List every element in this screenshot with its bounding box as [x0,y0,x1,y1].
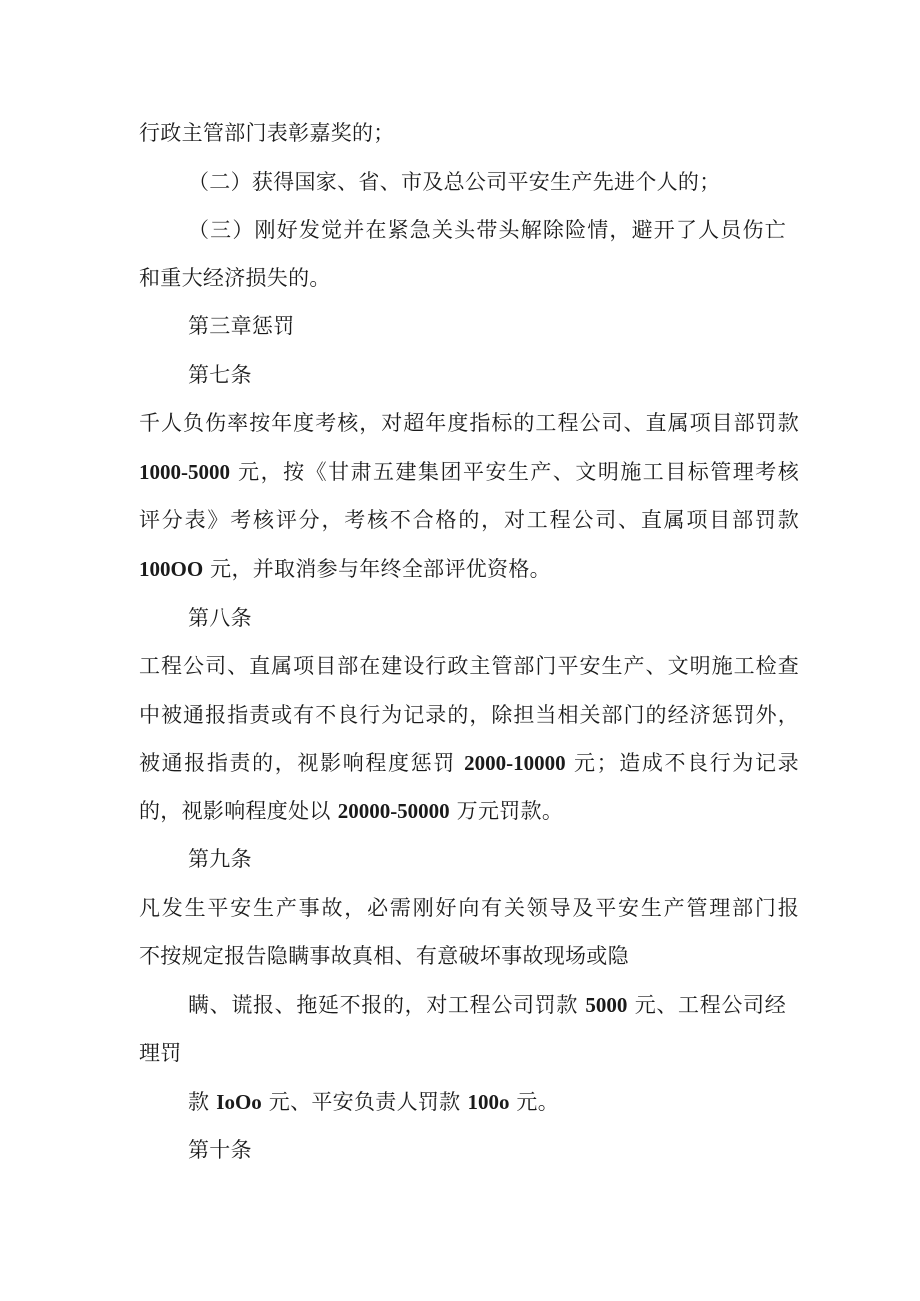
text-line [139,747,799,779]
text-line: （二）获得国家、省、市及总公司平安生产先进个人的； [188,170,721,194]
amount-value: 20000-50000 [337,799,450,823]
amount-value: 5000 [585,993,628,1017]
text-line [188,989,786,1021]
text-segment: 元、平安负责人罚款 [261,1090,468,1114]
amount-value: 2000-10000 [464,751,566,775]
text-line: 行政主管部门表彰嘉奖的； [139,121,395,145]
article-heading: 第八条 [188,606,252,630]
text-segment: 元；造成不良行为记录 [565,751,799,775]
text-segment: 瞒、谎报、拖延不报的，对工程公司罚款 [188,993,586,1017]
text-segment: 款 [188,1090,217,1114]
text-segment: 元。 [509,1090,560,1114]
text-line: 和重大经济损失的。 [139,266,331,290]
article-heading: 第九条 [188,847,252,871]
text-line: 凡发生平安生产事故，必需刚好向有关领导及平安生产管理部门报 [139,896,799,920]
text-line: 工程公司、直属项目部在建设行政主管部门平安生产、文明施工检查 [139,654,799,678]
text-line: 不按规定报告隐瞒事故真相、有意破坏事故现场或隐 [139,944,629,968]
text-segment: 元、工程公司经 [627,993,786,1017]
text-line: 千人负伤率按年度考核，对超年度指标的工程公司、直属项目部罚款 [139,411,799,435]
text-line [139,553,799,585]
text-segment: 元，按《甘肃五建集团平安生产、文明施工目标管理考核 [230,460,799,484]
amount-value: 100o [467,1090,510,1114]
text-segment: 万元罚款。 [449,799,564,823]
text-segment: 元，并取消参与年终全部评优资格。 [203,557,551,581]
text-line [139,795,799,827]
text-line: 中被通报指责或有不良行为记录的，除担当相关部门的经济惩罚外， [139,703,799,727]
text-line: 理罚 [139,1041,182,1065]
article-heading: 第七条 [188,363,252,387]
chapter-heading: 第三章惩罚 [188,314,295,338]
article-heading: 第十条 [188,1138,252,1162]
text-line: （三）刚好发觉并在紧急关头带头解除险情，避开了人员伤亡 [188,218,786,242]
text-segment: 被通报指责的，视影响程度惩罚 [139,751,465,775]
amount-value: IoOo [216,1090,262,1114]
text-line [188,1086,848,1118]
amount-value: 1000-5000 [139,460,230,484]
amount-value: 100OO [139,557,204,581]
text-segment: 的，视影响程度处以 [139,799,338,823]
text-line [139,456,799,488]
text-line: 评分表》考核评分，考核不合格的，对工程公司、直属项目部罚款 [139,508,799,532]
